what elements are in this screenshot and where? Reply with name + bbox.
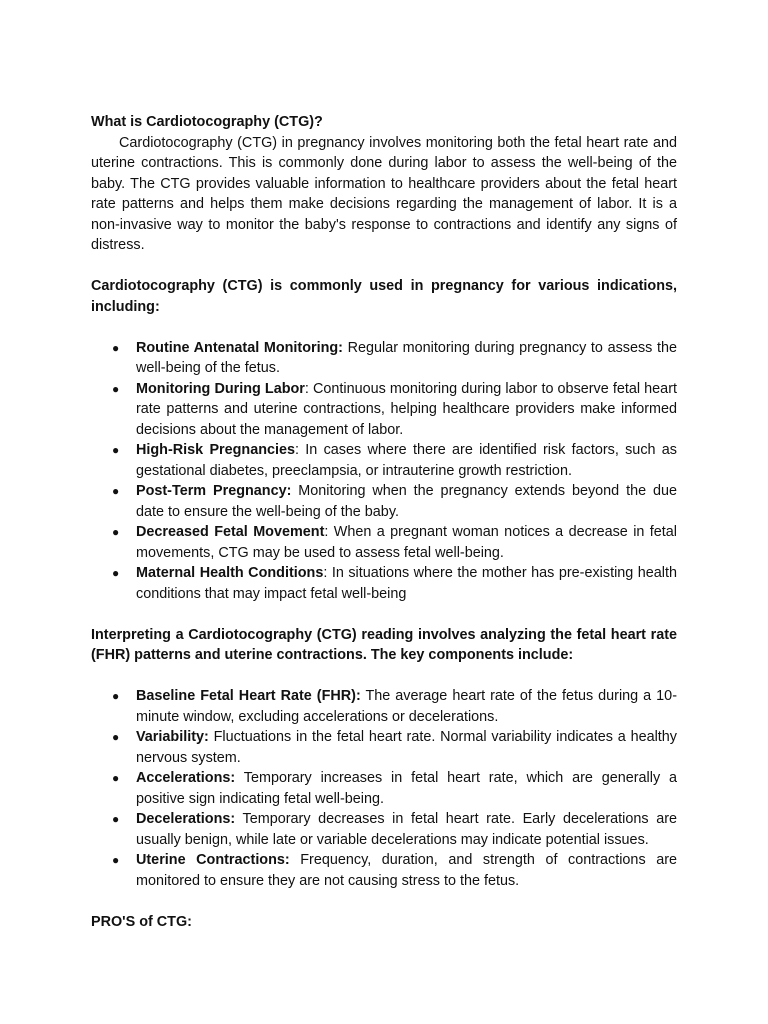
list-item bbox=[91, 563, 677, 604]
section-heading-what-is-ctg: What is Cardiotocography (CTG)? bbox=[91, 114, 323, 130]
item-text: Fluctuations in the fetal heart rate. Normal variability indicates a healthy nervous system. bbox=[136, 729, 677, 766]
item-text: Regular monitoring during pregnancy to assess the well-being of the fetus. bbox=[136, 339, 677, 376]
bullet-icon: ● bbox=[112, 484, 120, 498]
spacer bbox=[91, 891, 677, 912]
item-term: Uterine Contractions: bbox=[136, 852, 290, 868]
bullet-icon: ● bbox=[112, 771, 120, 785]
bullet-icon: ● bbox=[112, 730, 120, 744]
bullet-icon: ● bbox=[112, 340, 120, 355]
document-page bbox=[91, 112, 677, 932]
item-text: Temporary decreases in fetal heart rate. Early decelerations are usually benign, while late or variable decelerations may indicate potential issues. bbox=[136, 811, 677, 848]
item-text: Temporary increases in fetal heart rate, which are generally a positive sign indicating fetal well-being. bbox=[136, 770, 677, 807]
list-item bbox=[91, 481, 677, 522]
item-term: Decelerations: bbox=[136, 811, 236, 827]
bullet-icon: ● bbox=[112, 689, 120, 703]
item-text: : In cases where there are identified risk factors, such as gestational diabetes, preeclampsia, or intrauterine growth restriction. bbox=[136, 442, 677, 479]
bullet-icon: ● bbox=[112, 566, 120, 580]
item-term: Post-Term Pregnancy: bbox=[136, 483, 292, 499]
item-term: Baseline Fetal Heart Rate (FHR): bbox=[136, 688, 361, 704]
item-text: Frequency, duration, and strength of contractions are monitored to ensure they are not causing stress to the fetus. bbox=[136, 852, 678, 889]
components-list bbox=[91, 686, 677, 891]
item-text: : Continuous monitoring during labor to observe fetal heart rate patterns and uterine contractions, helping healthcare providers make informed decisions about the management of labor. bbox=[136, 380, 677, 438]
item-term: Accelerations: bbox=[136, 770, 236, 786]
bullet-icon: ● bbox=[112, 853, 120, 867]
item-text: : When a pregnant woman notices a decrease in fetal movements, CTG may be used to assess fetal well-being. bbox=[136, 524, 677, 561]
intro-paragraph: Cardiotocography (CTG) in pregnancy involves monitoring both the fetal heart rate and uterine contractions. This is commonly done during labor to assess the well-being of the baby. The CTG provides valuable information to healthcare providers about the fetal heart rate patterns and helps them make decisions regarding the management of labor. It is a non-invasive way to monitor the baby's response to contractions and identify any signs of distress. bbox=[91, 134, 677, 253]
spacer bbox=[91, 666, 677, 687]
list-item bbox=[91, 768, 677, 809]
list-item bbox=[91, 686, 677, 727]
list-item bbox=[91, 809, 677, 850]
list-item bbox=[91, 440, 677, 481]
spacer bbox=[91, 256, 677, 277]
section-heading-interpreting: Interpreting a Cardiotocography (CTG) reading involves analyzing the fetal heart rate (FHR) patterns and uterine contractions. The key components include: bbox=[91, 626, 677, 663]
item-term: Variability: bbox=[136, 729, 209, 745]
list-item bbox=[91, 850, 677, 891]
item-text: Monitoring when the pregnancy extends beyond the due date to ensure the well-being of the baby. bbox=[136, 483, 677, 520]
bullet-icon: ● bbox=[112, 381, 120, 396]
list-item bbox=[91, 338, 677, 379]
item-text: The average heart rate of the fetus during a 10-minute window, excluding accelerations or decelerations. bbox=[136, 688, 677, 725]
section-heading-indications: Cardiotocography (CTG) is commonly used in pregnancy for various indications, including: bbox=[91, 278, 677, 315]
item-term: High-Risk Pregnancies bbox=[136, 442, 296, 458]
bullet-icon: ● bbox=[112, 812, 120, 826]
list-item bbox=[91, 727, 677, 768]
item-term: Maternal Health Conditions bbox=[136, 565, 324, 581]
bullet-icon: ● bbox=[112, 525, 120, 539]
bullet-icon: ● bbox=[112, 443, 120, 457]
section-heading-pros: PRO'S of CTG: bbox=[91, 913, 192, 930]
indications-list bbox=[91, 338, 677, 605]
item-term: Routine Antenatal Monitoring: bbox=[136, 339, 343, 356]
item-term: Monitoring During Labor bbox=[136, 380, 305, 397]
item-text: : In situations where the mother has pre-existing health conditions that may impact fetal well-being bbox=[136, 565, 677, 602]
list-item bbox=[91, 379, 677, 441]
spacer bbox=[91, 317, 677, 338]
spacer bbox=[91, 604, 677, 625]
item-term: Decreased Fetal Movement bbox=[136, 524, 325, 540]
list-item bbox=[91, 522, 677, 563]
